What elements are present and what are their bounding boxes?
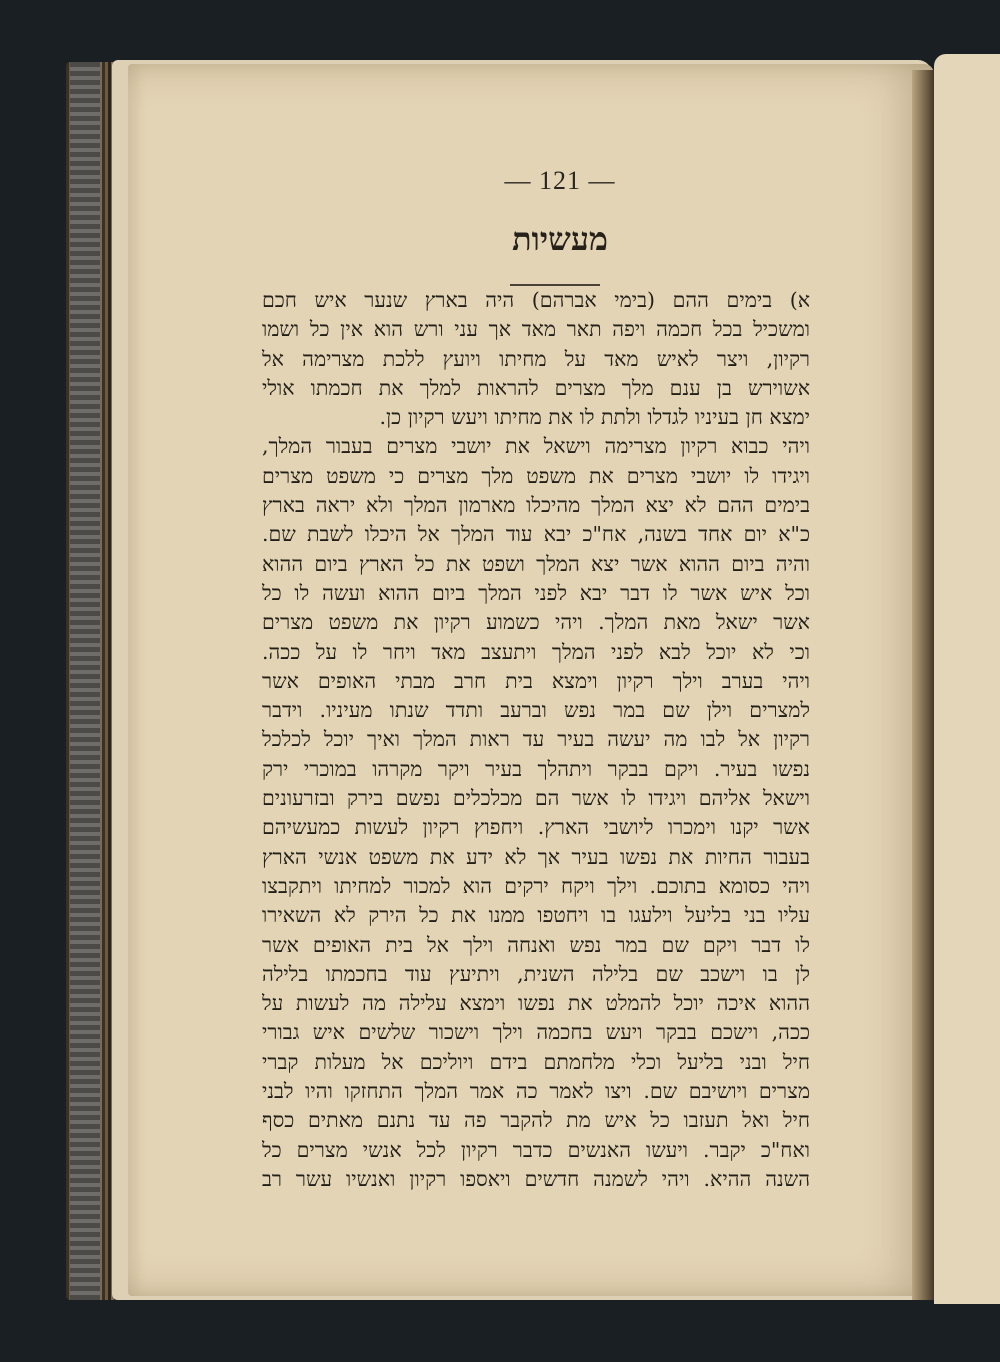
text-line: כ"א יום אחד בשנה, אח"כ יבא עוד המלך אל היכלו לשבת שם. xyxy=(262,522,810,547)
book-cover-edge xyxy=(70,62,100,1300)
text-line: והיה ביום ההוא אשר יצא המלך ושפט את כל הארץ ביום ההוא xyxy=(262,551,810,576)
text-line: ההוא איכה יוכל להמלט את נפשו וימצא עלילה מה לעשות על xyxy=(262,991,810,1016)
text-line: וישאל אליהם ויגידו לו אשר הם מכלכלים נפשם בירק ובזרעונים xyxy=(262,786,810,811)
page-heading: מעשיות xyxy=(512,220,608,258)
facing-page-edge xyxy=(934,54,1000,1304)
text-line: נפשו בעיר. ויקם בבקר ויתהלך בעיר ויקר מקרהו במוכרי ירק xyxy=(262,756,810,781)
text-line: ומשכיל בכל חכמה ויפה תאר מאד אך עני ורש הוא אין כל ושמו xyxy=(262,317,810,342)
text-line: אשוירש בן ענם מלך מצרים להראות למלך את חכמתו אולי xyxy=(262,375,810,400)
text-line: לו דבר ויקם שם במר נפש ואנחה וילך אל בית האופים אשר xyxy=(262,932,810,957)
text-line: מצרים ויושיבם שם. ויצו לאמר כה אמר המלך התחזקו והיו לבני xyxy=(262,1079,810,1104)
text-line: לן בו וישכב שם בלילה השנית, ויתיעץ עוד בחכמתו בלילה xyxy=(262,961,810,986)
text-line: ככה, וישכם בבקר ויעש בחכמה וילך וישכור שלשים איש גבורי xyxy=(262,1020,810,1045)
text-line: השנה ההיא. ויהי לשמנה חדשים ויאספו רקיון ואנשיו עשר רב xyxy=(262,1166,810,1191)
text-line: ימצא חן בעיניו לגדלו ולתת לו את מחיתו ויעש רקיון כן. xyxy=(379,405,810,430)
text-line: למצרים וילן שם במר נפש וברעב ותדד שנתו מעיניו. וידבר xyxy=(262,698,810,723)
text-line: וכי לא יוכל לבא לפני המלך ויתעצב מאד ויחר לו על ככה. xyxy=(262,639,810,664)
text-line: חיל ובני בליעל וכלי מלחמתם בידם ויוליכם אל מעלות קברי xyxy=(262,1049,810,1074)
text-line: ואח"כ יקבר. ויעשו האנשים כדבר רקיון לכל אנשי מצרים כל xyxy=(262,1137,810,1162)
text-line: חיל ואל תעזבו כל איש מת להקבר פה עד נתנם מאתים כסף xyxy=(262,1108,810,1133)
body-text xyxy=(262,286,810,1194)
text-line: עליו בני בליעל וילעגו בו ויחטפו ממנו את כל הירק לא השאירו xyxy=(262,903,810,928)
text-line: א) בימים ההם (בימי אברהם) היה בארץ שנער איש חכם xyxy=(262,288,810,312)
page-number: — 121 — xyxy=(504,166,616,195)
text-line: רקיון אל לבו מה יעשה בעיר עד ראות המלך ואיך יוכל לכלכל xyxy=(262,727,810,752)
text-line: ויהי בערב וילך רקיון וימצא בית חרב מבתי האופים אשר xyxy=(262,668,810,693)
text-line: ויהי כסומא בתוכם. וילך ויקח ירקים הוא למכור למחיתו ויתקבצו xyxy=(262,873,810,898)
text-line: רקיון, ויצר לאיש מאד על מחיתו ויועץ ללכת מצרימה אל xyxy=(262,346,810,371)
text-line: ויגידו לו יושבי מצרים את משפט מלך מצרים כי משפט מצרים xyxy=(262,463,810,488)
text-line: וכל איש אשר לו דבר יבא לפני המלך ביום ההוא ועשה לו כל xyxy=(262,580,810,605)
text-line: בימים ההם לא יצא המלך מהיכלו מארמון המלך ולא יראה בארץ xyxy=(262,493,810,518)
text-line: ויהי כבוא רקיון מצרימה וישאל את יושבי מצרים בעבור המלך, xyxy=(262,434,810,459)
text-line: אשר יקנו וימכרו ליושבי הארץ. ויחפוץ רקיון לעשות כמעשיהם xyxy=(262,815,810,840)
text-line: אשר ישאל מאת המלך. ויהי כשמוע רקיון את משפט מצרים xyxy=(262,610,810,635)
text-line: בעבור החיות את נפשו בעיר אך לא ידע את משפט אנשי הארץ xyxy=(262,844,810,869)
